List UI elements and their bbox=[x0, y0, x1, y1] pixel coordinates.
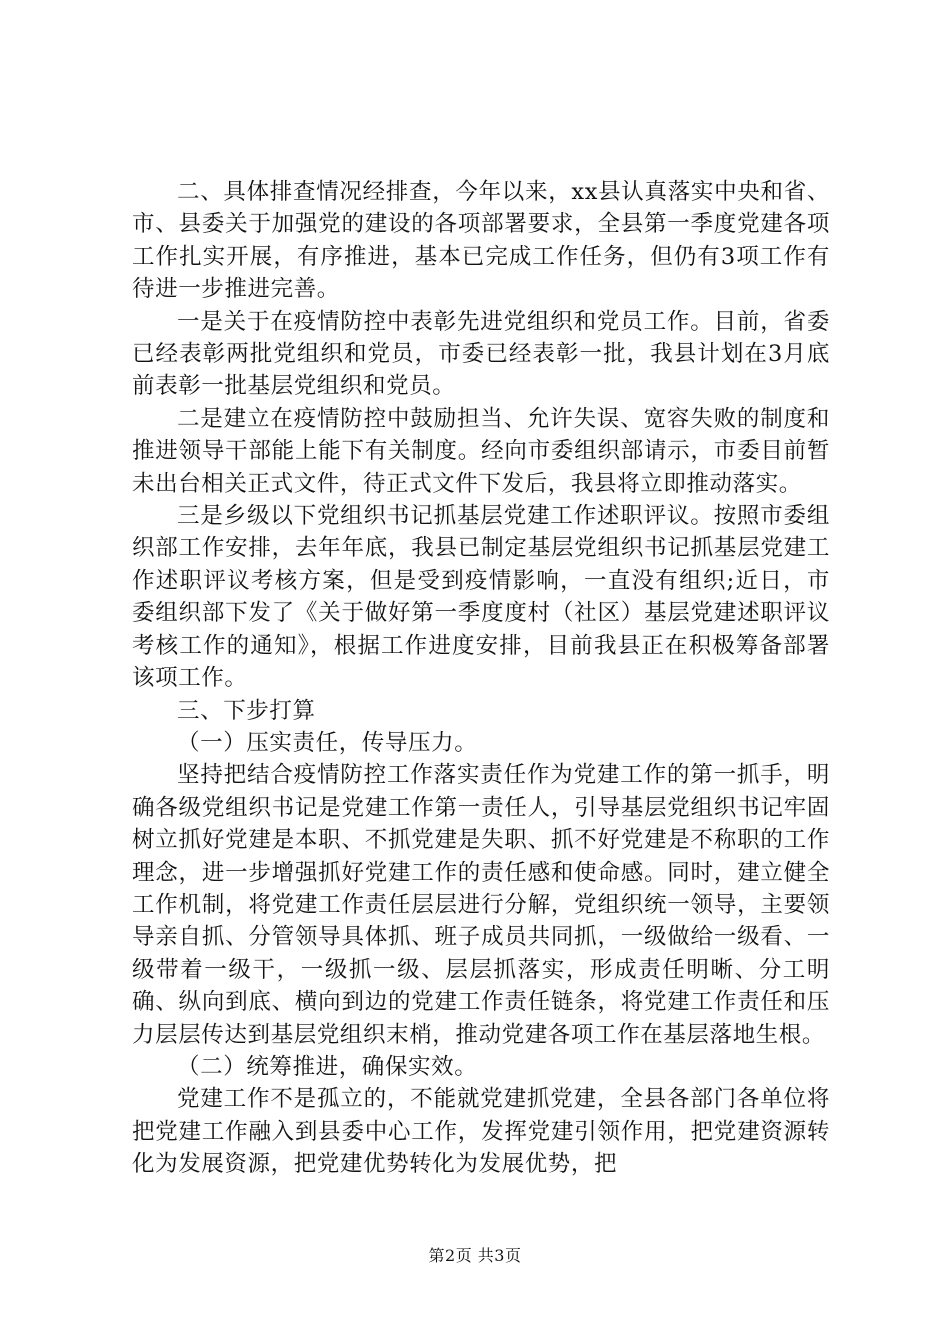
paragraph-item-three: 三是乡级以下党组织书记抓基层党建工作述职评议。按照市委组织部工作安排，去年年底，我县已制定基层党组织书记抓基层党建工作述职评议考核方案，但是受到疫情影响，一直没有组织;近日，市委组织部下发了《关于做好第一季度度村（社区）基层党建述职评议考核工作的通知》，根据工作进度安排，目前我县正在积极筹备部署该项工作。 bbox=[132, 503, 830, 692]
subheading-coordination: （二）统筹推进，确保实效。 bbox=[177, 1053, 478, 1080]
section-heading-next-steps: 三、下步打算 bbox=[177, 697, 316, 724]
page-number-footer: 第2页 共3页 bbox=[428, 1246, 522, 1265]
paragraph-responsibility: 坚持把结合疫情防控工作落实责任作为党建工作的第一抓手，明确各级党组织书记是党建工作第一责任人，引导基层党组织书记牢固树立抓好党建是本职、不抓党建是失职、抓不好党建是不称职的工作理念，进一步增强抓好党建工作的责任感和使命感。同时，建立健全工作机制，将党建工作责任层层进行分解，党组织统一领导，主要领导亲自抓、分管领导具体抓、班子成员共同抓，一级做给一级看、一级带着一级干，一级抓一级、层层抓落实，形成责任明晰、分工明确、纵向到底、横向到边的党建工作责任链条，将党建工作责任和压力层层传达到基层党组织末梢，推动党建各项工作在基层落地生根。 bbox=[132, 762, 830, 1048]
paragraph-item-two: 二是建立在疫情防控中鼓励担当、允许失误、宽容失败的制度和推进领导干部能上能下有关制度。经向市委组织部请示，市委目前暂未出台相关正式文件，待正式文件下发后，我县将立即推动落实。 bbox=[132, 405, 830, 497]
paragraph-coordination: 党建工作不是孤立的，不能就党建抓党建，全县各部门各单位将把党建工作融入到县委中心工作，发挥党建引领作用，把党建资源转化为发展资源，把党建优势转化为发展优势，把 bbox=[132, 1086, 830, 1178]
paragraph-item-one: 一是关于在疫情防控中表彰先进党组织和党员工作。目前，省委已经表彰两批党组织和党员，市委已经表彰一批，我县计划在3月底前表彰一批基层党组织和党员。 bbox=[132, 308, 830, 400]
document-body bbox=[132, 176, 830, 1181]
subheading-responsibility: （一）压实责任，传导压力。 bbox=[177, 729, 478, 756]
paragraph-investigation: 二、具体排查情况经排查，今年以来，xx县认真落实中央和省、市、县委关于加强党的建设的各项部署要求，全县第一季度党建各项工作扎实开展，有序推进，基本已完成工作任务，但仍有3项工作有待进一步推进完善。 bbox=[132, 179, 830, 303]
